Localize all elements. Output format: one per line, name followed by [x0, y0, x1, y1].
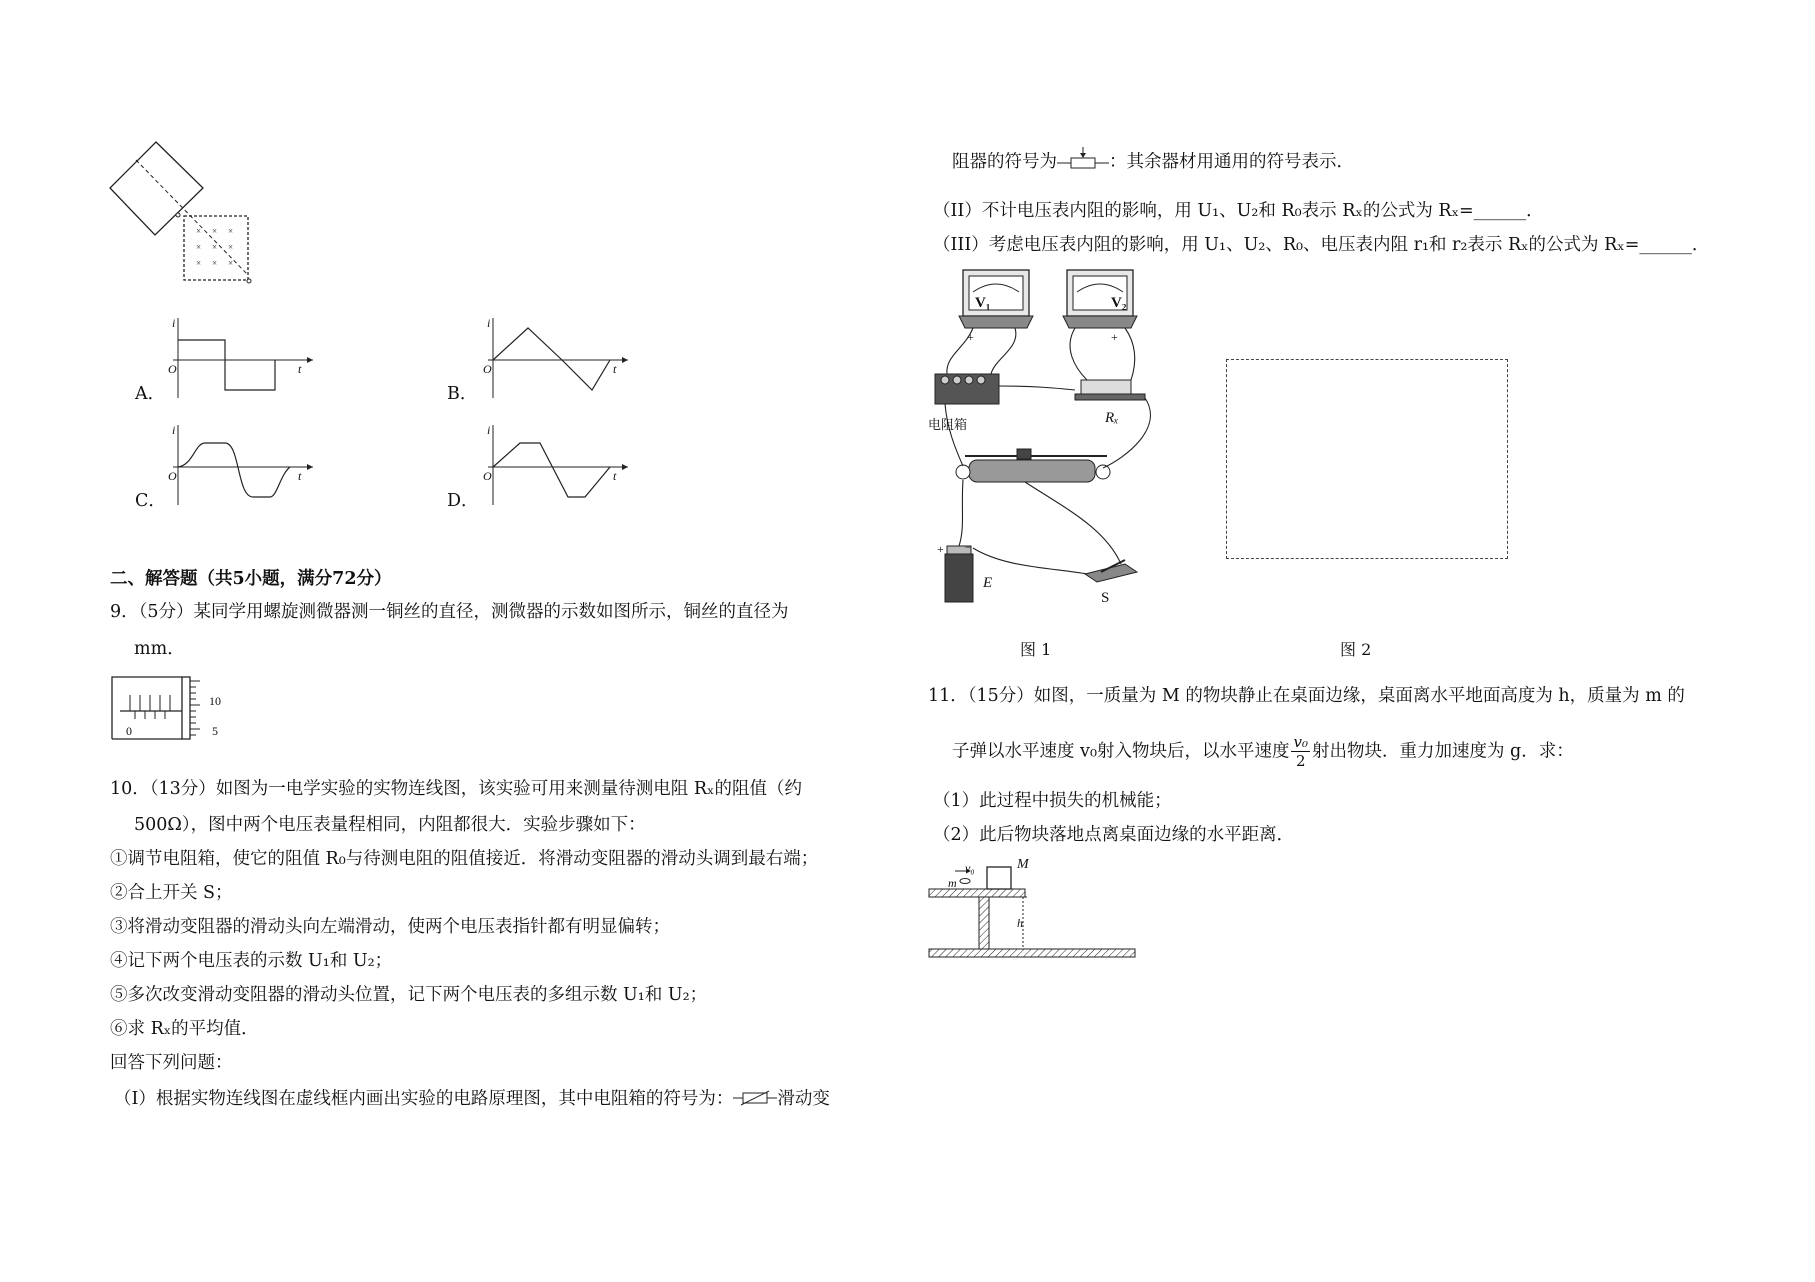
- svg-text:×: ×: [212, 242, 218, 252]
- q8-a-axis-i: i: [172, 316, 176, 330]
- micrometer-label-0: 0: [126, 724, 132, 738]
- q11-fig-label-h: h: [1017, 916, 1023, 930]
- q8-option-d-label[interactable]: D．: [447, 491, 479, 511]
- q8-c-axis-i: i: [172, 423, 176, 437]
- q10-step-3: ③将滑动变阻器的滑动头向左端滑动，使两个电压表指针都有明显偏转；: [110, 917, 670, 937]
- figure-2-caption: 图 2: [1340, 640, 1372, 659]
- q10-line-2: 500Ω），图中两个电压表量程相同，内阻都很大．实验步骤如下：: [134, 815, 646, 835]
- svg-text:×: ×: [196, 258, 202, 268]
- q11-fraction-denominator: 2: [1295, 752, 1306, 770]
- micrometer-label-10: 10: [209, 694, 221, 708]
- q8-option-c-label[interactable]: C．: [135, 491, 166, 511]
- fig1-label-battery-minus: −: [965, 540, 972, 554]
- q11-fig-label-v0: v₀: [965, 861, 975, 875]
- q10-part-1-text: （I）根据实物连线图在虚线框内画出实验的电路原理图，其中电阻箱的符号为：: [114, 1089, 734, 1109]
- q8-loop-field-figure: [108, 140, 268, 290]
- q10-part-1-tail: 滑动变: [777, 1089, 830, 1109]
- fig1-label-battery-plus: +: [937, 542, 944, 556]
- q8-option-d-graph: [480, 425, 630, 505]
- q10-rheostat-text: 阻器的符号为: [952, 152, 1057, 172]
- q8-c-axis-t: t: [298, 469, 302, 483]
- q10-step-6: ⑥求 Rₓ的平均值．: [110, 1019, 259, 1039]
- q11-line-2: [952, 733, 1574, 779]
- q11-sub-2: （2）此后物块落地点离桌面边缘的水平距离．: [933, 825, 1295, 845]
- q10-step-1: ①调节电阻箱，使它的阻值 R₀与待测电阻的阻值接近．将滑动变阻器的滑动头调到最右端；: [110, 849, 819, 869]
- fig1-label-v2: V₂: [1111, 295, 1127, 311]
- q8-option-b-graph: [480, 318, 630, 398]
- q10-step-5: ⑤多次改变滑动变阻器的滑动头位置，记下两个电压表的多组示数 U₁和 U₂；: [110, 985, 708, 1005]
- q11-fraction-numerator: v₀: [1293, 733, 1308, 751]
- q8-b-axis-t: t: [613, 362, 617, 376]
- q8-d-axis-i: i: [487, 423, 491, 437]
- fig1-label-v1: V₁: [975, 295, 991, 311]
- q10-part-2: （II）不计电压表内阻的影响，用 U₁、U₂和 R₀表示 Rₓ的公式为 Rₓ=______．: [933, 201, 1544, 221]
- svg-text:×: ×: [196, 226, 202, 236]
- fig1-label-e: E: [983, 575, 993, 591]
- svg-text:×: ×: [228, 242, 234, 252]
- q8-d-axis-t: t: [613, 469, 617, 483]
- q9-line-1: 9．（5分）某同学用螺旋测微器测一铜丝的直径，测微器的示数如图所示，铜丝的直径为: [110, 602, 789, 622]
- q8-option-a-graph: [165, 318, 315, 398]
- q10-step-4: ④记下两个电压表的示数 U₁和 U₂；: [110, 951, 393, 971]
- q8-option-c-graph: [165, 425, 315, 505]
- q11-fig-label-m: m: [948, 876, 957, 890]
- fig1-label-v2-plus: +: [1111, 330, 1118, 344]
- q10-answer-prompt: 回答下列问题：: [110, 1053, 233, 1073]
- schematic-drawing-box[interactable]: [1226, 359, 1508, 559]
- q8-option-a-label[interactable]: A．: [135, 384, 166, 404]
- q10-rheostat-line: [952, 147, 1354, 173]
- q8-option-b-label[interactable]: B．: [447, 384, 478, 404]
- circuit-wiring-figure: [925, 268, 1165, 608]
- q8-b-origin: O: [483, 362, 492, 376]
- q10-part-3: （III）考虑电压表内阻的影响，用 U₁、U₂、R₀、电压表内阻 r₁和 r₂表示 Rₓ的公式为 Rₓ=______．: [933, 235, 1710, 255]
- q10-line-1: 10．（13分）如图为一电学实验的实物连线图，该实验可用来测量待测电阻 Rₓ的阻值（约: [110, 779, 802, 799]
- svg-text:×: ×: [228, 258, 234, 268]
- q11-line-2-tail: 射出物块．重力加速度为 g．求：: [1311, 741, 1574, 762]
- fig1-label-v1-plus: +: [967, 330, 974, 344]
- q10-rheostat-tail: ：其余器材用通用的符号表示．: [1109, 152, 1354, 172]
- q8-a-origin: O: [168, 362, 177, 376]
- figure-1-caption: 图 1: [1020, 640, 1052, 659]
- fig1-label-resistance-box: 电阻箱: [928, 417, 968, 432]
- q11-line-2-text: 子弹以水平速度 v₀射入物块后，以水平速度: [952, 741, 1290, 762]
- rheostat-symbol: [1057, 147, 1109, 171]
- q9-line-2: mm．: [134, 639, 185, 659]
- q11-line-1: 11．（15分）如图，一质量为 M 的物块静止在桌面边缘，桌面离水平地面高度为 h，质量为 m 的: [928, 686, 1685, 706]
- svg-text:×: ×: [212, 258, 218, 268]
- svg-text:×: ×: [196, 242, 202, 252]
- fig1-label-s: S: [1101, 590, 1110, 606]
- q8-b-axis-i: i: [487, 316, 491, 330]
- fig1-label-rx: Rₓ: [1105, 410, 1119, 426]
- svg-text:×: ×: [228, 226, 234, 236]
- resistance-box-symbol: [733, 1089, 777, 1107]
- q10-step-2: ②合上开关 S；: [110, 883, 233, 903]
- micrometer-label-5: 5: [212, 724, 218, 738]
- q10-part-1: [114, 1088, 830, 1110]
- q8-c-origin: O: [168, 469, 177, 483]
- q8-a-axis-t: t: [298, 362, 302, 376]
- q11-sub-1: （1）此过程中损失的机械能；: [933, 791, 1172, 811]
- q8-d-origin: O: [483, 469, 492, 483]
- section-2-heading: 二、解答题（共5小题，满分72分）: [110, 569, 392, 589]
- svg-text:×: ×: [212, 226, 218, 236]
- q11-fraction: [1291, 733, 1310, 770]
- block-table-figure: [927, 855, 1137, 965]
- q11-fig-label-M: M: [1017, 857, 1029, 872]
